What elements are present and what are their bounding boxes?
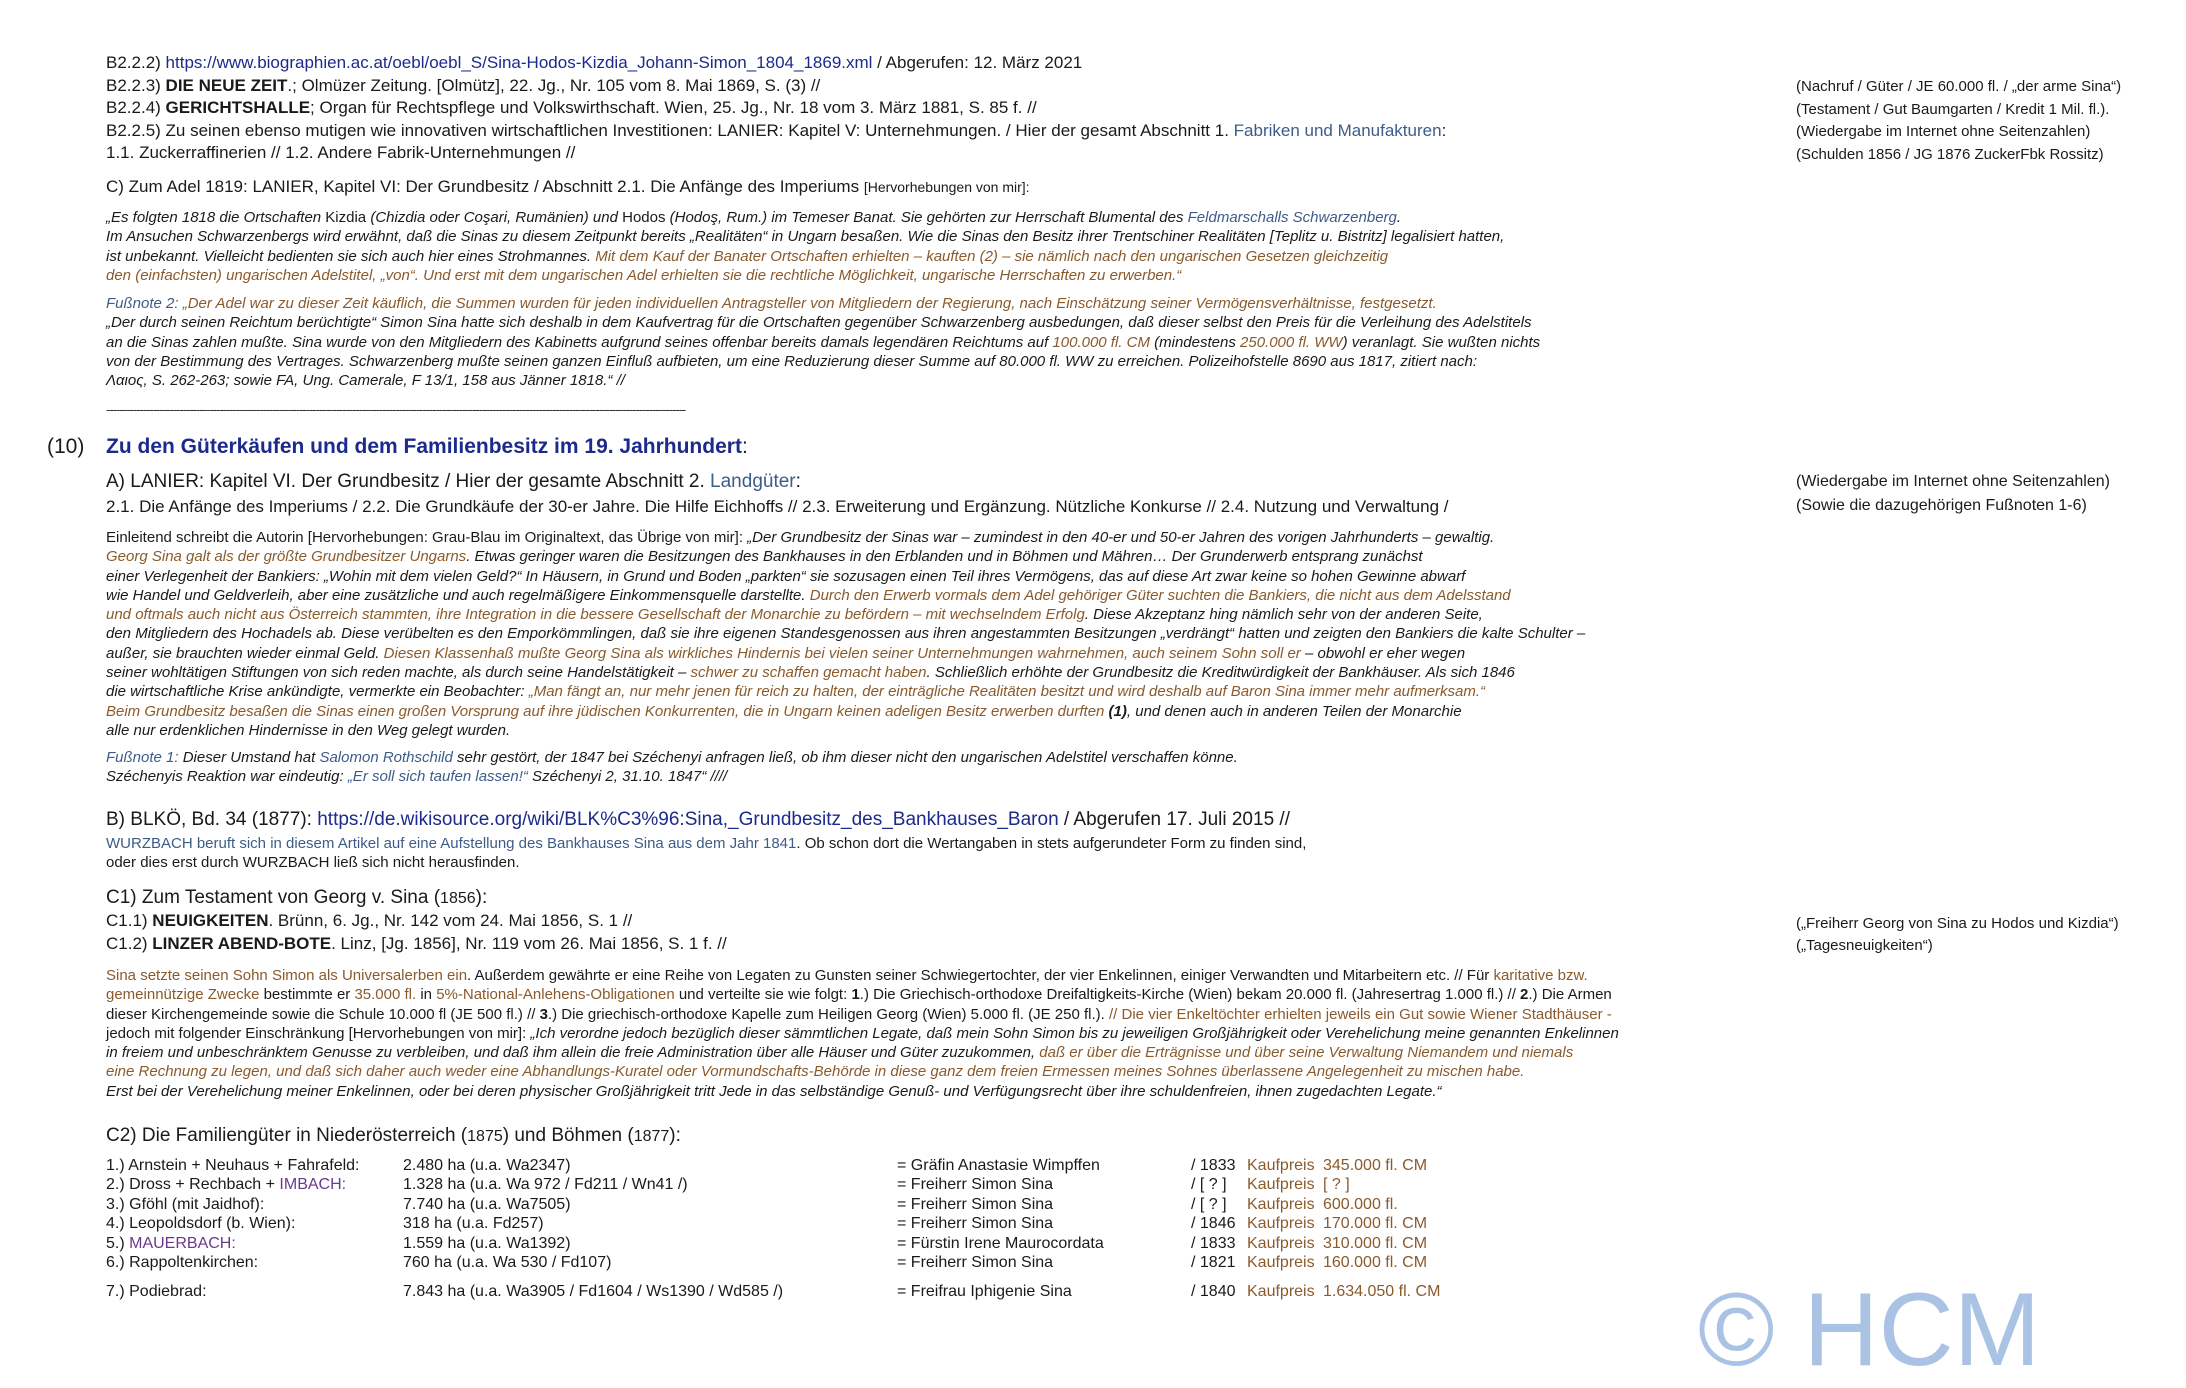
text-plain: . Ob schon dort die Wertangaben in stets aufgerundeter Form zu finden sind, [796, 835, 1307, 852]
estate-price: 345.000 fl. CM [1323, 1157, 1428, 1174]
place-name: Kizdia [325, 209, 367, 226]
wikisource-link[interactable]: https://de.wikisource.org/wiki/BLK%C3%96:Sina,_Grundbesitz_des_Bankhauses_Baron [317, 809, 1059, 830]
estate-name-text: 6.) Rappoltenkirchen: [106, 1253, 259, 1271]
section-number: (10) [47, 435, 85, 458]
text-highlight: 5%-National-Anlehens-Obligationen [436, 986, 675, 1004]
heading-text: ) und Böhmen ( [502, 1125, 634, 1146]
text-plain: .) Die Armen [1528, 986, 1612, 1004]
estate-name-text: 3.) Gföhl (mit Jaidhof): [106, 1195, 265, 1213]
footnote-highlight: Salomon Rothschild [319, 749, 453, 766]
table-row [106, 1176, 1463, 1195]
adel-quote [106, 208, 1504, 285]
quote-line [106, 247, 1504, 266]
side-note: („Tagesneuigkeiten“) [1796, 937, 1933, 954]
text-line [106, 1005, 1619, 1024]
text-line [106, 644, 1585, 663]
section-title-text: Zu den Güterkäufen und dem Familienbesitz im 19. Jahrhundert [106, 435, 742, 458]
text-quote: „Der Grundbesitz der Sinas war – zumindest in den 40-er und 50-er Jahren des vorigen Jahrhunderts – gewaltig. [747, 529, 1495, 546]
text-line [106, 528, 1585, 547]
quote-text: „Es folgten 1818 die Ortschaften [106, 209, 326, 226]
estate-name [106, 1176, 403, 1195]
text-line [106, 547, 1585, 566]
text-line [106, 1024, 1619, 1043]
ref-b225-line2: 1.1. Zuckerraffinerien // 1.2. Andere Fabrik-Unternehmungen // [106, 143, 576, 162]
ref-b222 [106, 52, 1446, 75]
estate-name [106, 1254, 403, 1273]
heading-highlight: Landgüter [710, 471, 796, 492]
text-plain: dieser Kirchengemeinde sowie die Schule 10.000 fl (JE 500 fl.) // [106, 1005, 540, 1023]
ref-label: C1.1) [106, 911, 153, 930]
footnote-text: (mindestens [1149, 333, 1241, 351]
estate-price-label: Kaufpreis [1247, 1215, 1315, 1233]
ref-label: B2.2.3) [106, 75, 166, 95]
estate-owner: = Gräfin Anastasie Wimpffen [897, 1157, 1100, 1174]
ref-source: NEUIGKEITEN [152, 911, 269, 930]
table-row [106, 1283, 1463, 1302]
footnote-line: „Der durch seinen Reichtum berüchtigte“ Simon Sina hatte sich deshalb in dem Kaufvertrag für die Ortschaften gegenüber Schwarzenberg ausbedungen, daß dieser selbst den Preis für die Verleihung des Adelstitels [106, 314, 1532, 332]
heading-year: 1877 [633, 1128, 670, 1145]
b22-references [106, 52, 1446, 165]
footnote-text: Széchenyi 2, 31.10. 1847“ //// [527, 768, 728, 786]
text-highlight: WURZBACH beruft sich in diesem Artikel auf eine Aufstellung des Bankhauses Sina aus dem Jahr 1841 [106, 835, 797, 852]
text-line [106, 966, 1619, 985]
ref-highlight: Fabriken und Manufakturen [1233, 120, 1442, 140]
estate-name-highlight: MAUERBACH: [129, 1234, 236, 1252]
text-highlight: und oftmals auch nicht aus Österreich stammten, ihre Integration in die bessere Gesellschaft der Monarchie zu befördern – mit wechselndem Erfolg [106, 606, 1085, 624]
side-note: (Wiedergabe im Internet ohne Seitenzahlen) [1796, 473, 2110, 490]
estates-table-grid [106, 1157, 1463, 1273]
footnote-label: Fußnote 2: [106, 295, 183, 312]
text-quote: „Ich verordne jedoch bezüglich dieser sämmtlichen Legate, daß mein Sohn Simon bis zu jeweiligen Großjährigkeit oder Verehelichung meine genannten Enkelinnen [530, 1024, 1619, 1042]
heading-year: 1875 [467, 1128, 503, 1145]
estate-area: 2.480 ha (u.a. Wa2347) [403, 1157, 571, 1174]
heading-text: B) BLKÖ, Bd. 34 (1877): [106, 809, 318, 830]
quote-line [106, 208, 1504, 227]
text-highlight: Diesen Klassenhaß mußte Georg Sina als wirkliches Hindernis bei vielen seiner Unternehmungen wahrnehmen, auch seinem Sohn soll er [383, 644, 1301, 662]
estate-owner: = Freiherr Simon Sina [897, 1195, 1054, 1213]
ref-text: . Brünn, 6. Jg., Nr. 142 vom 24. Mai 1856, S. 1 // [268, 911, 633, 930]
ref-label: B2.2.4) [106, 98, 166, 117]
estate-name [106, 1196, 403, 1215]
text-line [106, 985, 1619, 1004]
estate-year: / [ ? ] [1191, 1195, 1227, 1213]
text-highlight: „Man fängt an, nur mehr jenen für reich zu halten, der einträgliche Realitäten besitzt und wird deshalb auf Baron Sina immer mehr aufmerksam.“ [528, 683, 1486, 701]
text-highlight: Georg Sina galt als der größte Grundbesitzer Ungarns [106, 548, 467, 566]
footnote-highlight: 100.000 fl. CM [1052, 333, 1150, 351]
estate-area: 318 ha (u.a. Fd257) [403, 1215, 544, 1233]
ref-label: B2.2.2) [106, 53, 166, 72]
quote-text: . [1396, 209, 1402, 226]
place-name: Hodos [622, 209, 666, 226]
footnote-label: Fußnote 1: [106, 749, 183, 766]
text-line [106, 605, 1585, 624]
list-number: 3 [539, 1005, 548, 1023]
quote-highlight: Mit dem Kauf der Banater Ortschaften erhielten – kauften (2) – sie nämlich nach den ungarischen Gesetzen gleichzeitig [595, 247, 1389, 265]
testament-text [106, 966, 1619, 1101]
quote-text: (Hodoş, Rum.) im Temeser Banat. Sie gehörten zur Herrschaft Blumental des [665, 209, 1188, 226]
text-quote: seiner wohltätigen Stiftungen von sich reden machte, als durch seine Handelstätigkeit – [106, 664, 691, 682]
ref-label: C1.2) [106, 933, 153, 953]
text-quote: außer, sie brauchten wieder einmal Geld. [106, 644, 384, 662]
estate-area: 1.559 ha (u.a. Wa1392) [403, 1234, 571, 1252]
footnote-text: Dieser Umstand hat [182, 749, 320, 766]
estate-name: 7.) Podiebrad: [106, 1283, 207, 1301]
footnote-line [106, 294, 1540, 313]
text-quote: wie Handel und Geldverleih, aber eine zusätzliche und auch regelmäßigere Einkommensquelle darstellte. [106, 586, 810, 604]
text-highlight: 35.000 fl. [354, 986, 417, 1004]
estate-price-label: Kaufpreis [1247, 1157, 1315, 1174]
estate-year: / 1821 [1191, 1253, 1236, 1271]
estate-area: 7.843 ha (u.a. Wa3905 / Fd1604 / Ws1390 / Wd585 /) [403, 1283, 784, 1301]
footnote-highlight: „Der Adel war zu dieser Zeit käuflich, die Summen wurden für jeden individuellen Antragsteller von Mitgliedern der Regierung, nach Einschätzung seiner Vermögensverhältnisse, festgesetzt. [182, 295, 1437, 312]
table-row [106, 1196, 1463, 1215]
estate-price: 170.000 fl. CM [1323, 1215, 1428, 1233]
lanier-subsections: 2.1. Die Anfänge des Imperiums / 2.2. Die Grundkäufe der 30-er Jahre. Die Hilfe Eichhoffs // 2.3. Erweiterung und Ergänzung. Nützliche Konkurse // 2.4. Nutzung und Verwaltung / [106, 497, 1449, 516]
footnote-line: Λαιος, S. 262-263; sowie FA, Ung. Camerale, F 13/1, 158 aus Jänner 1818.“ // [106, 372, 625, 390]
estate-price-label: Kaufpreis [1247, 1234, 1315, 1252]
text-quote: die wirtschaftliche Krise ankündigte, vermerkte ein Beobachter: [106, 683, 529, 701]
text-plain: .) Die griechisch-orthodoxe Kapelle zum Heiligen Georg (Wien) 5.000 fl. (JE 250 fl.). [547, 1005, 1110, 1023]
footnote-line [106, 767, 1238, 786]
text-highlight: Durch den Erwerb vormals dem Adel gehöriger Güter suchten die Bankiers, die nicht aus dem Adelsstand [809, 586, 1511, 604]
lanier-footnote [106, 748, 1238, 787]
adel-footnote [106, 294, 1540, 390]
estate-price: 310.000 fl. CM [1323, 1234, 1428, 1252]
estate-area: 7.740 ha (u.a. Wa7505) [403, 1195, 571, 1213]
heading-note: [Hervorhebungen von mir]: [863, 179, 1030, 195]
list-number: 1 [851, 986, 860, 1004]
heading-text: C2) Die Familiengüter in Niederösterreich ( [106, 1125, 468, 1146]
side-note: (Nachruf / Güter / JE 60.000 fl. / „der arme Sina“) [1796, 78, 2122, 95]
heading-text: C1) Zum Testament von Georg v. Sina ( [106, 887, 441, 908]
text-line: den Mitgliedern des Hochadels ab. Diese verübelten es den Emporkömmlingen, daß sie ihre eigenen Standesgenossen aus ihren angestammten Besitzungen „verdrängt“ hatten und zeigten den Bankiers die kalte Schulter – [106, 625, 1586, 643]
estate-price-label: Kaufpreis [1247, 1283, 1315, 1301]
text-line [106, 702, 1585, 721]
text-quote: , und denen auch in anderen Teilen der Monarchie [1126, 702, 1462, 720]
text-quote: – obwohl er eher wegen [1300, 644, 1466, 662]
side-note: (Wiedergabe im Internet ohne Seitenzahlen) [1796, 123, 2091, 140]
side-note: (Schulden 1856 / JG 1876 ZuckerFbk Rossitz) [1796, 145, 2104, 163]
text-line [106, 834, 1306, 853]
ref-source: GERICHTSHALLE [165, 98, 311, 117]
side-notes-top [1796, 76, 2121, 166]
estate-price-label: Kaufpreis [1247, 1195, 1315, 1213]
heading-text: A) LANIER: Kapitel VI. Der Grundbesitz / Hier der gesamte Abschnitt 2. [106, 471, 711, 492]
heading-text: ): [669, 1125, 681, 1146]
estate-name-text: 2.) Dross + Rechbach + [106, 1176, 280, 1194]
lanier-text [106, 528, 1585, 740]
footnote-highlight: 250.000 fl. WW [1240, 333, 1343, 351]
source-c11 [106, 910, 727, 933]
lanier-heading [106, 470, 801, 494]
side-note: (Testament / Gut Baumgarten / Kredit 1 Mil. fl.). [1796, 100, 2110, 118]
text-highlight: karitative bzw. [1493, 967, 1588, 984]
section-title [106, 435, 748, 459]
table-row [106, 1157, 1463, 1176]
table-row [106, 1235, 1463, 1254]
section-title-colon: : [741, 435, 748, 458]
text-quote: . Etwas geringer waren die Besitzungen des Bankhauses in den Erblanden und in Böhmen und Mähren… Der Grunderwerb entsprang zunächst [466, 548, 1423, 566]
familiengueter-heading [106, 1124, 681, 1149]
text-plain: und verteilte sie wie folgt: [674, 986, 852, 1004]
estate-owner: = Freiherr Simon Sina [897, 1176, 1054, 1194]
list-number: 2 [1520, 986, 1529, 1004]
text-plain: .) Die Griechisch-orthodoxe Dreifaltigkeits-Kirche (Wien) bekam 20.000 fl. (Jahresertrag 1.000 fl.) // [859, 986, 1521, 1004]
ref-text: B2.2.5) Zu seinen ebenso mutigen wie innovativen wirtschaftlichen Investitionen: LANIER: Kapitel V: Unternehmungen. / Hier der gesamt Abschnitt 1. [106, 120, 1234, 140]
estate-year: / [ ? ] [1191, 1176, 1227, 1194]
estate-year: / 1833 [1191, 1157, 1236, 1174]
quote-line: den (einfachsten) ungarischen Adelstitel, „von“. Und erst mit dem ungarischen Adel erhielten sie die rechtliche Möglichkeit, ungarische Herrschaften zu erwerben.“ [106, 266, 1182, 284]
text-quote: in freiem und unbeschränktem Genusse zu verbleiben, und daß ihm allein die freie Administration über alle Häuser und Güter zuzukommen, [106, 1044, 1040, 1062]
heading-text: / Abgerufen 17. Juli 2015 // [1058, 809, 1290, 830]
quote-text: ist unbekannt. Vielleicht bedienten sie sich auch hier eines Strohmannes. [106, 247, 596, 265]
testament-heading [106, 886, 487, 911]
footnote-ref: (1) [1108, 702, 1127, 720]
ref-source: LINZER ABEND-BOTE [152, 933, 332, 953]
table-row [106, 1254, 1463, 1273]
quote-highlight: Feldmarschalls Schwarzenberg [1187, 209, 1397, 226]
source-c12 [106, 933, 727, 956]
text-line [106, 663, 1585, 682]
quote-line: Im Ansuchen Schwarzenbergs wird erwähnt, daß die Sinas zu diesem Zeitpunkt bereits „Realitäten“ in Ungarn besaßen. Wie die Sinas den Besitz ihrer Trentschiner Realitäten [Teplitz u. Bistritz] legalisiert hatten, [106, 228, 1505, 246]
estate-price: [ ? ] [1323, 1176, 1350, 1194]
estate-year: / 1846 [1191, 1215, 1236, 1233]
estate-name-highlight: IMBACH: [279, 1176, 347, 1194]
ref-b225 [106, 120, 1446, 143]
ref-text: / Abgerufen: 12. März 2021 [872, 53, 1083, 72]
estate-year: / 1840 [1191, 1283, 1236, 1301]
footnote-line [106, 333, 1540, 352]
footnote-text: Széchenyis Reaktion war eindeutig: [106, 768, 348, 786]
estate-name-text: 5.) [106, 1234, 130, 1252]
heading-text: C) Zum Adel 1819: LANIER, Kapitel VI: Der Grundbesitz / Abschnitt 2.1. Die Anfänge des Imperiums [106, 177, 864, 196]
estate-name-text: 4.) Leopoldsdorf (b. Wien): [106, 1215, 296, 1233]
estate-owner: = Freiherr Simon Sina [897, 1253, 1054, 1271]
estate-price: 600.000 fl. [1323, 1195, 1398, 1213]
biographien-link[interactable]: https://www.biographien.ac.at/oebl/oebl_S/Sina-Hodos-Kizdia_Johann-Simon_1804_1869.xml [165, 53, 873, 72]
estate-area: 1.328 ha (u.a. Wa 972 / Fd211 / Wn41 /) [403, 1176, 688, 1194]
text-line [106, 1043, 1619, 1062]
estate-owner: = Fürstin Irene Maurocordata [897, 1234, 1104, 1252]
footnote-text: sehr gestört, der 1847 bei Széchenyi anfragen ließ, ob ihm dieser nicht den ungarischen Adelstitel verschaffen könne. [452, 749, 1238, 766]
estate-year: / 1833 [1191, 1234, 1236, 1252]
heading-year: 1856 [440, 890, 476, 907]
text-line: eine Rechnung zu legen, und daß sich daher auch weder eine Abhandlungs-Kuratel oder Vormundschafts-Behörde in diese ganz dem freien Ermessen meines Sohnes überlassene Angelegenheit zu mischen habe. [106, 1063, 1525, 1081]
text-line [106, 682, 1585, 701]
ref-text: .; Olmüzer Zeitung. [Olmütz], 22. Jg., Nr. 105 vom 8. Mai 1869, S. (3) // [287, 75, 821, 95]
text-plain: in [416, 986, 437, 1004]
text-quote: . Schließlich erhöhte der Grundbesitz die Kreditwürdigkeit der Bankhäuser. Als sich 1846 [926, 664, 1515, 682]
estate-name-text: 1.) Arnstein + Neuhaus + Fahrafeld: [106, 1157, 360, 1174]
text-line: Erst bei der Verehelichung meiner Enkelinnen, oder bei deren physischer Großjährigkeit tritt Jede in das selbständige Genuß- und Verfügungsrecht über ihre schuldenfreien, ihnen zugedachten Legate.“ [106, 1082, 1442, 1100]
text-line: alle nur erdenklichen Hindernisse in den Weg gelegt wurden. [106, 721, 511, 739]
text-highlight: gemeinnützige Zwecke [106, 986, 260, 1004]
estate-price: 160.000 fl. CM [1323, 1253, 1428, 1271]
footnote-text: an die Sinas zahlen mußte. Sina wurde von den Mitgliedern des Kabinetts aufgrund seines offenbar bereits damals legendären Reichtums auf [106, 333, 1053, 351]
text-quote: . Diese Akzeptanz hing nämlich sehr von der anderen Seite, [1084, 606, 1483, 624]
estate-owner: = Freiherr Simon Sina [897, 1215, 1054, 1233]
footnote-line [106, 748, 1238, 767]
footnote-text: ) veranlagt. Sie wußten nichts [1342, 333, 1541, 351]
text-plain: bestimmte er [259, 986, 355, 1004]
ref-source: DIE NEUE ZEIT [165, 75, 288, 95]
estate-owner: = Freifrau Iphigenie Sina [897, 1283, 1072, 1301]
blkoe-heading [106, 808, 1290, 832]
text-plain: jedoch mit folgender Einschränkung [Hervorhebungen von mir]: [106, 1024, 531, 1042]
text-highlight: Beim Grundbesitz besaßen die Sinas einen großen Vorsprung auf ihre jüdischen Konkurrenten, die in Ungarn keinen adeligen Besitz erwerben durften [106, 702, 1109, 720]
estates-table-row7 [106, 1283, 1463, 1302]
text-line: einer Verlegenheit der Bankiers: „Wohin mit dem vielen Geld?“ In Häusern, in Grund und Boden „parkten“ sie sozusagen einen Teil ihres Vermögens, das auf diese Art zwar keine so hohen Gewinne abwarf [106, 567, 1466, 585]
text-highlight: schwer zu schaffen gemacht haben [690, 664, 927, 682]
text-plain: Einleitend schreibt die Autorin [Hervorhebungen: Grau-Blau im Originaltext, das Übrige von mir]: [106, 529, 748, 546]
ref-b223 [106, 75, 1446, 98]
estate-price-label: Kaufpreis [1247, 1176, 1315, 1194]
side-note: (Sowie die dazugehörigen Fußnoten 1-6) [1796, 497, 2087, 514]
estates-table [106, 1157, 1463, 1303]
estate-name [106, 1215, 403, 1234]
ref-b224 [106, 97, 1446, 120]
footnote-line: von der Bestimmung des Vertrages. Schwarzenberg mußte seinen ganzen Einfluß aufbieten, um eine Reduzierung dieser Summe auf 80.000 fl. WW zu erreichen. Polizeihofstelle 8690 aus 1817, zitiert nach: [106, 352, 1478, 370]
quote-text: (Chizdia oder Coşari, Rumänien) und [366, 209, 623, 226]
copyright-watermark: © HCM [1698, 1272, 2041, 1388]
testament-sources [106, 910, 727, 955]
ref-text: . Linz, [Jg. 1856], Nr. 119 vom 26. Mai 1856, S. 1 f. // [331, 933, 727, 953]
estate-name [106, 1157, 403, 1176]
estate-price-label: Kaufpreis [1247, 1253, 1315, 1271]
blkoe-text [106, 834, 1306, 873]
text-highlight: Sina setzte seinen Sohn Simon als Universalerben ein [106, 967, 468, 984]
text-highlight: daß er über die Erträgnisse und über seine Verwaltung Niemandem und niemals [1039, 1044, 1574, 1062]
estate-area: 760 ha (u.a. Wa 530 / Fd107) [403, 1253, 612, 1271]
heading-text: : [795, 471, 801, 492]
estate-name [106, 1235, 403, 1254]
heading-text: ): [475, 887, 488, 908]
text-line: oder dies erst durch WURZBACH ließ sich nicht herausfinden. [106, 854, 520, 872]
side-note: („Freiherr Georg von Sina zu Hodos und Kizdia“) [1796, 915, 2119, 932]
ref-text: ; Organ für Rechtspflege und Volkswirthschaft. Wien, 25. Jg., Nr. 18 vom 3. März 1881, S. 85 f. // [310, 98, 1037, 117]
adel-heading [106, 176, 1030, 199]
estate-price: 1.634.050 fl. CM [1323, 1283, 1441, 1301]
text-highlight: // Die vier Enkeltöchter erhielten jeweils ein Gut sowie Wiener Stadthäuser - [1109, 1005, 1612, 1023]
table-row [106, 1215, 1463, 1234]
text-plain: . Außerdem gewährte er eine Reihe von Legaten zu Gunsten seiner Schwiegertochter, der vier Enkelinnen, einiger Verwandten und Mitarbeitern etc. // Für [467, 967, 1494, 984]
text-line [106, 586, 1585, 605]
divider-rule: ------------------------------------------------------------------------------------------------------------------------------------------------------------------------------ [106, 402, 686, 417]
ref-text: : [1441, 120, 1447, 140]
footnote-highlight: „Er soll sich taufen lassen!“ [347, 768, 528, 786]
